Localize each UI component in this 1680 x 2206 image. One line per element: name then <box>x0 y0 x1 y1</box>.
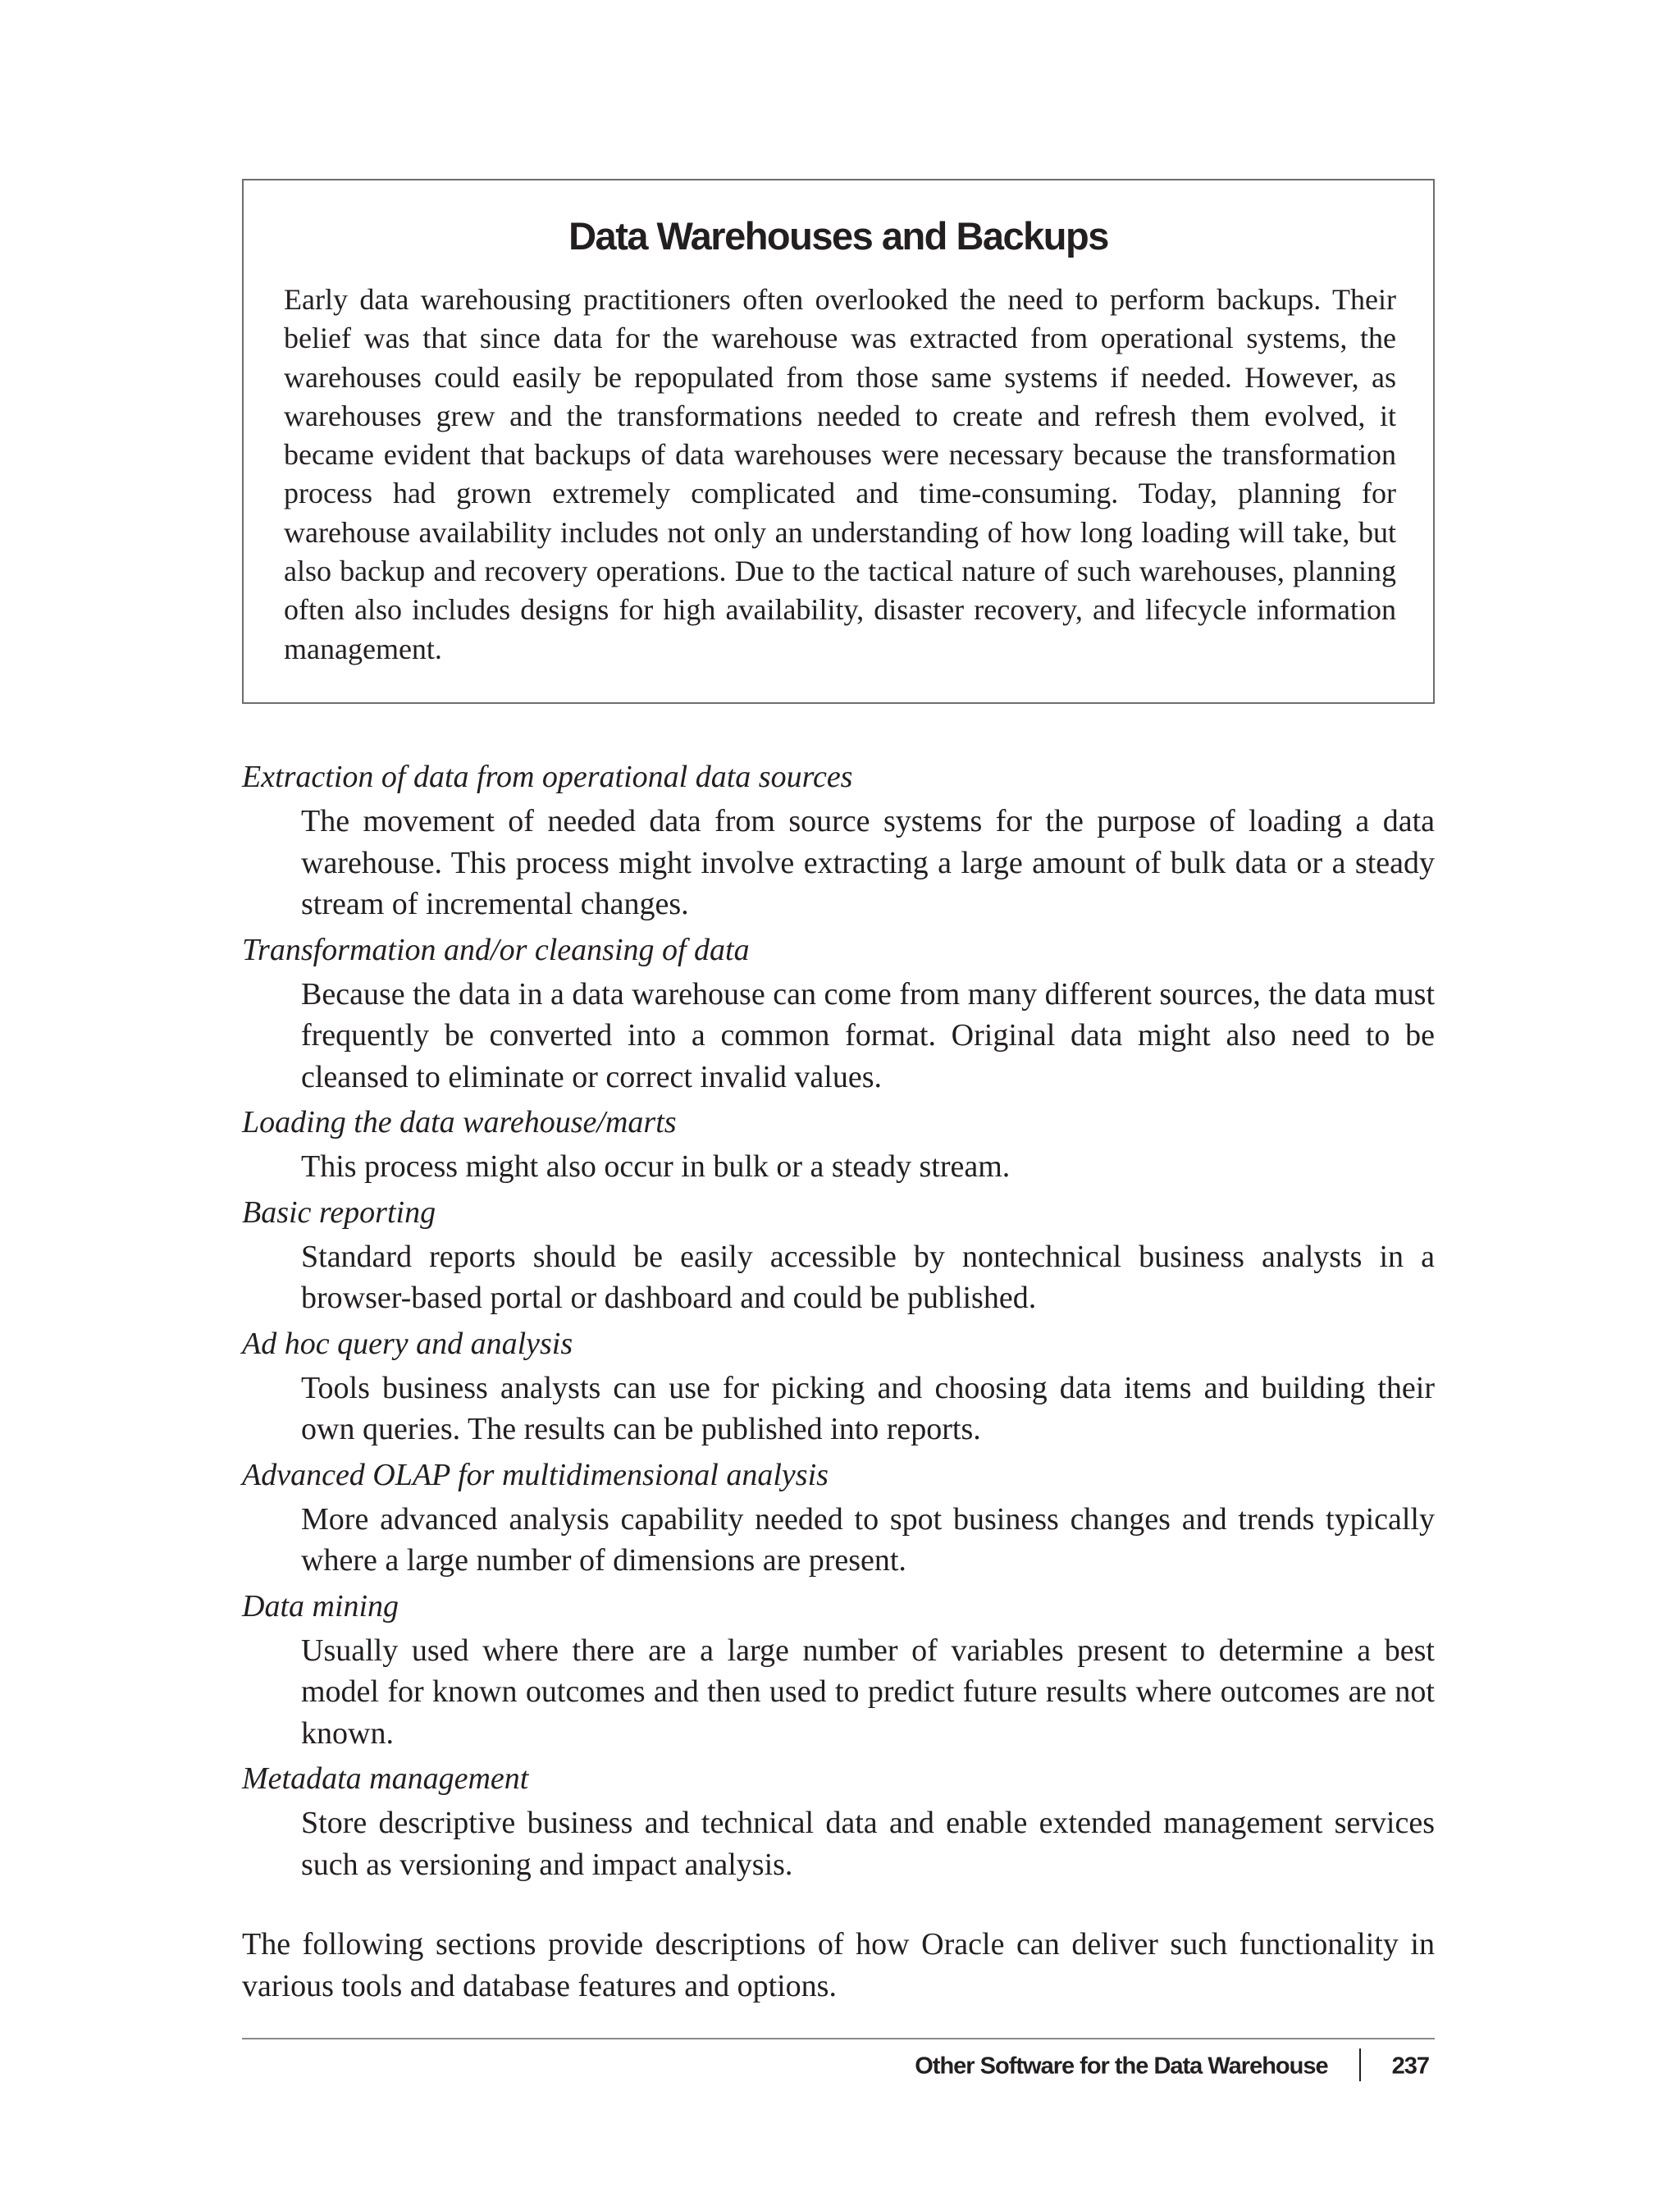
definition-description: More advanced analysis capability needed to spot business changes and trends typically where a large number of dimensions are present. <box>301 1501 1435 1578</box>
definition-term: Loading the data warehouse/marts <box>242 1105 677 1140</box>
sidebar-title: Data Warehouses and Backups <box>568 214 1108 258</box>
definition-description: The movement of needed data from source systems for the purpose of loading a data warehouse. This process might involve extracting a large amount of bulk data or a steady stream of incremental changes. <box>301 804 1435 921</box>
definition-term: Basic reporting <box>242 1194 436 1230</box>
definition-term: Ad hoc query and analysis <box>242 1326 573 1361</box>
footer-separator <box>1359 2048 1361 2081</box>
definition-term: Advanced OLAP for multidimensional analysis <box>242 1457 829 1492</box>
sidebar-body: Early data warehousing practitioners often overlooked the need to perform backups. Their belief was that since data for the warehouse was extracted from operational systems, the warehouses could easily be repopulated from those same systems if needed. However, as warehouses grew and the transformations needed to create and refresh them evolved, it became evident that backups of data warehouses were necessary because the transformation process had grown extremely complicated and time-consuming. Today, planning for warehouse availability includes not only an understanding of how long loading will take, but also backup and recovery operations. Due to the tactical nature of such warehouses, planning often also includes designs for high availability, disaster recovery, and lifecycle information management. <box>284 283 1396 665</box>
definition-term: Extraction of data from operational data sources <box>242 760 853 794</box>
footer-divider <box>242 2038 1435 2039</box>
footer-section-title: Other Software for the Data Warehouse <box>915 2053 1328 2080</box>
definition-description: Store descriptive business and technical data and enable extended management services such as versioning and impact analysis. <box>301 1806 1435 1882</box>
definition-description: Standard reports should be easily accessible by nontechnical business analysts in a browser-based portal or dashboard and could be published. <box>301 1239 1435 1315</box>
definition-term: Data mining <box>242 1588 399 1624</box>
sidebar-box <box>242 179 1435 704</box>
definition-description: Because the data in a data warehouse can come from many different sources, the data must frequently be converted into a common format. Original data might also need to be cleansed to eliminate or correct invalid values. <box>301 976 1435 1094</box>
definition-term: Metadata management <box>242 1761 529 1796</box>
definition-description: This process might also occur in bulk or a steady stream. <box>301 1149 1011 1184</box>
definition-term: Transformation and/or cleansing of data <box>242 932 750 967</box>
page-number: 237 <box>1391 2053 1429 2080</box>
closing-paragraph: The following sections provide descriptions of how Oracle can deliver such functionality in various tools and database features and options. <box>242 1927 1435 2003</box>
definition-description: Tools business analysts can use for picking and choosing data items and building their own queries. The results can be published into reports. <box>301 1370 1435 1446</box>
running-footer <box>915 2051 1429 2084</box>
definition-description: Usually used where there are a large number of variables present to determine a best model for known outcomes and then used to predict future results where outcomes are not known. <box>301 1633 1435 1751</box>
definition-list <box>242 756 1435 1889</box>
